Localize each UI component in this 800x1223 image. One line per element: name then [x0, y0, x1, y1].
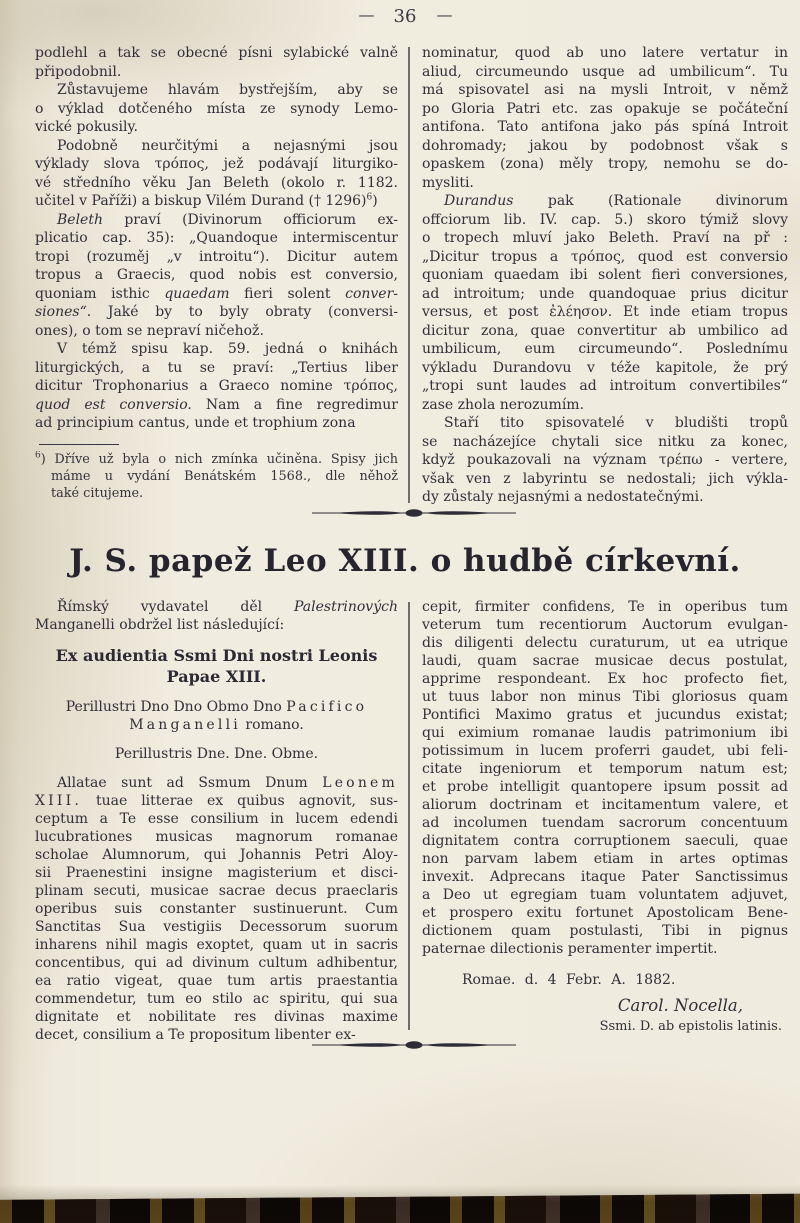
text-line: antifona. Tato antifona jako pás spíná Introit [422, 119, 788, 135]
text-line: quoniam quaedam ibi solent fieri conversiones, [422, 267, 788, 283]
text-line: et probe intelligit quantopere ipsum possit ad [422, 779, 788, 795]
text-line: dis diligenti delectu curaturum, ut ea utrique [422, 635, 788, 651]
text-line: commendetur, tum eo stilo ac spiritu, qui sua [35, 991, 398, 1007]
text-line: „Dicitur tropus a τρόπος, quod est conversio [422, 248, 788, 265]
article-right-column [422, 598, 788, 1035]
text-line: $^6$) Dříve už byla o nich zmínka učiněna. Spisy jich [35, 450, 398, 467]
column-rule-top [408, 47, 410, 503]
text-line: offciorum lib. IV. cap. 5.) skoro týmiž slovy [422, 211, 788, 228]
text-line: zase zhola nerozumím. [422, 396, 585, 413]
text-line: opaskem (zona) měly tropy, nemohu se do- [422, 156, 788, 172]
text-line: dignitatem contra corruptionem saeculi, quae [422, 833, 788, 849]
text-line: a Deo ut egregiam tuam voluntatem adjuvet, [422, 887, 788, 903]
spindle-divider-icon [310, 1038, 518, 1052]
text-line: aliorum doctrinam et incitamentum valere, et [422, 797, 788, 813]
column-rule-article [408, 602, 410, 1030]
text-line: ut tuus labor non minus Tibi gloriosus quam [422, 689, 788, 705]
text-line: Carol. Nocella, [617, 996, 743, 1015]
text-line: dicitur zona, quae convertitur ab umbilico ad [422, 322, 788, 339]
text-line: et prospero exitu fortunet Apostolicam Bene- [422, 905, 788, 921]
text-line: výklady slova τρόπος, jež podávají liturgiko- [35, 156, 398, 172]
spindle-divider-icon [310, 506, 518, 520]
header-left-dash: — [358, 5, 374, 24]
footnote-separator [39, 444, 119, 445]
article-left-column [35, 598, 398, 1044]
text-line: ones), o tom se nepraví ničehož. [35, 322, 264, 339]
text-line: scholae Alumnorum, qui Johannis Petri Aloy- [35, 847, 398, 863]
text-line: Sanctitas Sua vestigiis Decessorum suorum [35, 919, 398, 935]
text-line: paternae dilectionis peramenter impertit. [422, 941, 718, 957]
text-line: citate ingeniorum et temporum natum est; [422, 761, 788, 777]
article-title: J. S. papež Leo XIII. o hudbě církevní. [69, 543, 741, 579]
text-line: o výklad dotčeného místa ze synody Lemo- [35, 100, 398, 117]
top-right-column [422, 44, 788, 507]
text-line: veterum tum recentiorum Auctorum evulgan- [422, 617, 788, 633]
text-line: když poukazovali na význam τρέπω - vertere, [422, 452, 788, 468]
text-line: ea ratio vigeat, quae tum artis praestantia [35, 973, 398, 989]
text-line: tropus a Graecis, quod nobis est conversio, [35, 267, 398, 283]
text-line: cepit, firmiter confidens, Te in operibus tum [422, 599, 788, 615]
text-line: siones“. Jaké by to byly obraty (conversi- [35, 304, 398, 320]
text-line: Římský vydavatel děl Palestrinových [57, 599, 398, 615]
text-line: dohromady; jakou by podobnost však s [422, 137, 788, 154]
text-line: quoniam isthic quaedam fieri solent conver- [35, 285, 398, 302]
text-line: Manganelli romano. [129, 717, 304, 733]
text-line: Papae XIII. [166, 667, 267, 686]
text-line: dicitur Trophonarius a Graeco nomine τρόπος, [35, 378, 398, 394]
text-line: však ven z labyrintu se nedostali; jich výkla- [422, 470, 788, 487]
text-line: sii Praenestini insigne magisterium et disci- [35, 865, 398, 881]
text-line: se nacházejíce chytali sice nitku za konec, [422, 433, 788, 450]
text-line: mysliti. [422, 174, 474, 191]
text-line: inharens nihil magis exoptet, quam ut in sacris [35, 937, 398, 953]
text-line: lucubrationes musicas magnorum romanae [35, 829, 398, 845]
text-line: invexit. Adprecans itaque Pater Sanctissimus [422, 869, 788, 885]
text-line: versus, et post ἐλέησον. Et inde etiam tropus [422, 304, 788, 320]
text-line: Perillustris Dne. Dne. Obme. [114, 746, 319, 762]
text-line: Pontifici Maximo gratus et jucundus existat; [422, 707, 788, 723]
text-line: Ex audientia Ssmi Dni nostri Leonis [55, 646, 378, 665]
text-line: Podobně neurčitými a nejasnými jsou [57, 137, 398, 154]
text-line: učitel v Paříži) a biskup Vilém Durand († 1296)$^6$) [35, 192, 378, 209]
text-line: umbilicum, eum circumeundo“. Poslednímu [422, 341, 788, 357]
text-line: concentibus, qui ad divinum cultum adhibentur, [35, 955, 398, 971]
text-line: operibus suis constanter sustinuerunt. Cum [35, 901, 398, 917]
text-line: ad incolumen tuendam sacrorum concentuum [422, 815, 788, 831]
text-line: aliud, circumeundo usque ad umbilicum“. Tu [422, 63, 788, 80]
text-line: vické pokusily. [35, 119, 138, 135]
footnote [35, 451, 398, 502]
text-line: Ssmi. D. ab epistolis latinis. [599, 1019, 782, 1034]
text-line: dignitate et nobilitate res divinas maxime [35, 1009, 398, 1025]
header-right-dash: — [436, 5, 452, 24]
text-line: V témž spisu kap. 59. jedná o knihách [57, 341, 398, 357]
text-line: apprime respondeant. Ex hoc profecto fiet, [422, 671, 788, 687]
text-line: tropi (rozuměj „v introitu“). Dicitur autem [35, 248, 398, 265]
text-line: Manganelli obdržel list následující: [35, 617, 285, 633]
text-line: plicatio cap. 35): „Quandoque intermiscentur [35, 230, 398, 246]
text-line: má spisovatel asi na mysli Introit, v němž [422, 82, 788, 98]
text-line: XIII. tuae litterae ex quibus agnovit, sus- [35, 793, 398, 809]
text-line: non parvam labem etiam in artes optimas [422, 851, 788, 867]
text-line: Beleth praví (Divinorum officiorum ex- [57, 211, 398, 228]
text-line: výkladu Durandovu v téže kapitole, že prý [422, 359, 788, 376]
text-line: Romae. d. 4 Febr. A. 1882. [462, 972, 676, 988]
top-left-text [35, 44, 398, 433]
text-line: liturgických, a tu se praví: „Tertius liber [35, 359, 398, 376]
text-line: dictionem quam postulasti, Tibi in pignus [422, 923, 788, 939]
text-line: potissimum in lucem proferri gaudet, ubi feli- [422, 743, 788, 759]
text-line: podlehl a tak se obecné písni sylabické valně [35, 45, 398, 61]
text-line: připodobnil. [35, 63, 122, 80]
text-line: Staří tito spisovatelé v bludišti tropů [444, 415, 788, 431]
text-line: Durandus pak (Rationale divinorum [444, 193, 788, 209]
text-line: také citujeme. [51, 485, 144, 501]
page-number: 36 [393, 6, 417, 27]
text-line: quod est conversio. Nam a fine regredimur [35, 396, 398, 413]
text-line: decet, consilium a Te propositum libenter ex- [35, 1027, 356, 1043]
text-line: o tropech mluví jako Beleth. Praví na př : [422, 230, 788, 246]
text-line: Allatae sunt ad Ssmum Dnum Leonem [57, 775, 398, 791]
text-line: Zůstavujeme hlavám bystřejším, aby se [57, 82, 398, 98]
text-line: dy zůstaly nejasnými a nedostatečnými. [422, 489, 704, 505]
page-header [0, 6, 800, 27]
text-line: qui eximium romanae laudis patrimonium ibi [422, 725, 788, 741]
text-line: po Gloria Patri etc. zas opakuje se počáteční [422, 100, 788, 117]
text-line: nominatur, quod ab uno latere vertatur in [422, 45, 788, 61]
text-line: „tropi sunt laudes ad introitum convertibiles“ [422, 378, 788, 394]
text-line: máme u vydání Benátském 1568., dle něhož [51, 468, 398, 484]
text-line: ad principium cantus, unde et trophium zona [35, 415, 356, 431]
text-line: laudi, quam sacrae musicae decus postulat, [422, 653, 788, 669]
text-line: vé středního věku Jan Beleth (okolo r. 1182. [35, 174, 398, 191]
text-line: ad introitum; unde quandoquae prius dicitur [422, 285, 788, 302]
text-line: ceptum a Te esse consilium in lucem edendi [35, 811, 398, 827]
top-left-column [35, 44, 398, 502]
text-line: plinam secuti, musicae sacrae decus praeclaris [35, 883, 398, 899]
text-line: Perillustri Dno Dno Obmo Dno Pacifico [65, 699, 368, 715]
